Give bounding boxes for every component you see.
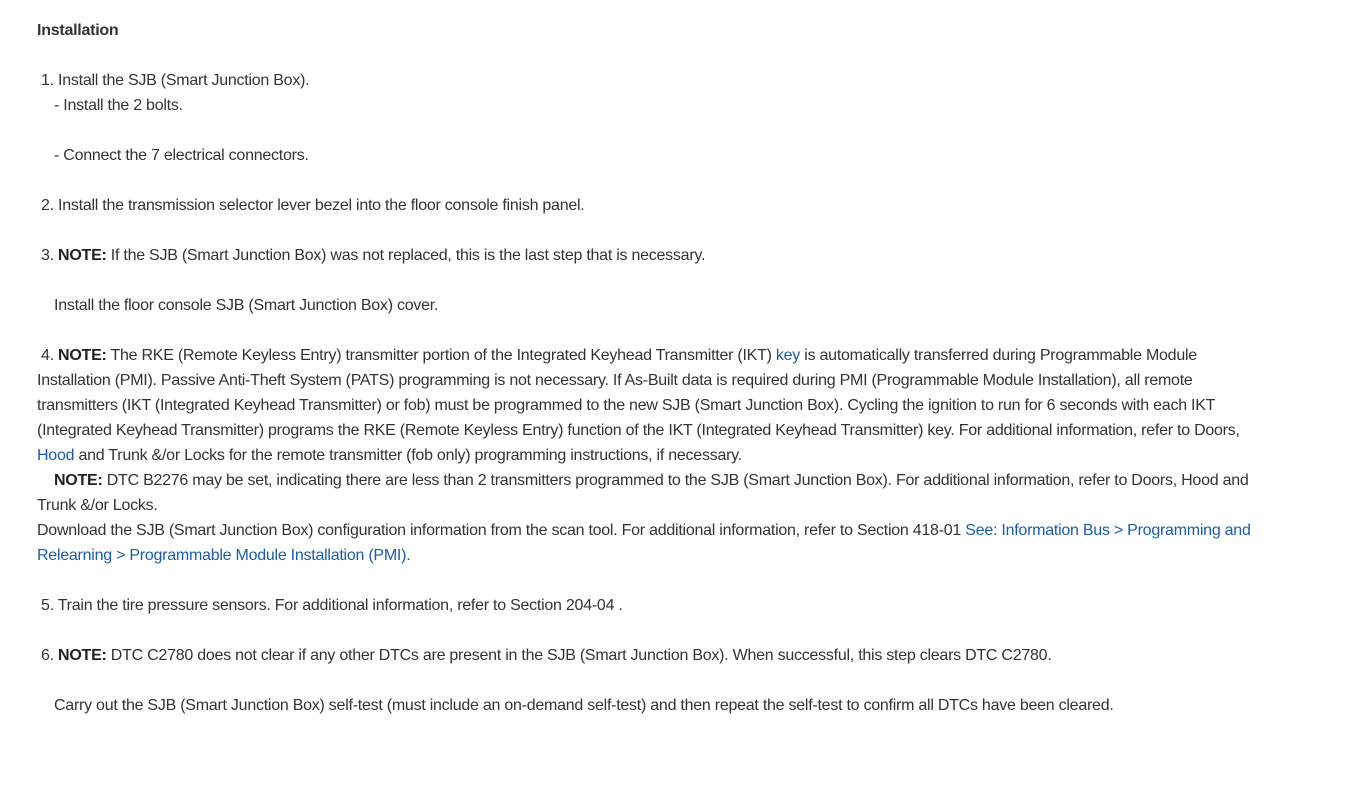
step-text: Install the transmission selector lever bezel into the floor console finish panel. [58, 197, 585, 214]
section-title: Installation [37, 22, 119, 39]
step-text: Install the floor console SJB (Smart Junction Box) cover. [54, 297, 439, 314]
note-label: NOTE: [58, 247, 107, 264]
substep: - Connect the 7 electrical connectors. [54, 147, 309, 164]
note-text: is automatically transferred during Programmable Module Installation (PMI). Passive Anti-Theft System (PATS) programming is not necessary. If As-Built data is required during PMI (Programmable Module Installation), all remote transmitters (IKT (Integrated Keyhead Transmitter) or fob) must be programmed to the new SJB (Smart Junction Box). Cycling the ignition to run for 6 seconds with each IKT (Integrated Keyhead Transmitter) programs the RKE (Remote Keyless Entry) function of the IKT (Integrated Keyhead Transmitter) key. For additional information, refer to Doors, [37, 347, 1240, 439]
note-text: If the SJB (Smart Junction Box) was not replaced, this is the last step that is necessary. [110, 247, 706, 264]
step-text: Download the SJB (Smart Junction Box) configuration information from the scan tool. For additional information, refer to Section 418-01 [37, 522, 962, 539]
step-5 [37, 593, 1262, 618]
step-number: 2. [41, 197, 54, 214]
step-number: 5. [41, 597, 54, 614]
installation-document [37, 18, 1262, 718]
step-number: 6. [41, 647, 54, 664]
substep: - Install the 2 bolts. [54, 97, 183, 114]
key-link[interactable]: key [775, 347, 801, 364]
step-text: Install the SJB (Smart Junction Box). [58, 72, 310, 89]
step-6 [37, 643, 1262, 718]
see-pmi-link[interactable]: See: Information Bus > Programming and Relearning > Programmable Module Installation (PMI). [37, 522, 1251, 564]
step-4 [37, 343, 1262, 568]
step-2 [37, 193, 1262, 218]
step-number: 4. [41, 347, 54, 364]
note-text: and Trunk &/or Locks for the remote transmitter (fob only) programming instructions, if necessary. [78, 447, 742, 464]
step-number: 3. [41, 247, 54, 264]
step-1 [37, 68, 1262, 168]
step-text: Train the tire pressure sensors. For additional information, refer to Section 204-04 . [57, 597, 623, 614]
step-text: Carry out the SJB (Smart Junction Box) self-test (must include an on-demand self-test) and then repeat the self-test to confirm all DTCs have been cleared. [54, 697, 1114, 714]
note-text: DTC B2276 may be set, indicating there are less than 2 transmitters programmed to the SJB (Smart Junction Box). For additional information, refer to Doors, Hood and Trunk &/or Locks. [37, 472, 1249, 514]
hood-link[interactable]: Hood [37, 447, 75, 464]
note-text: The RKE (Remote Keyless Entry) transmitter portion of the Integrated Keyhead Transmitter (IKT) [110, 347, 772, 364]
note-text: DTC C2780 does not clear if any other DTCs are present in the SJB (Smart Junction Box). When successful, this step clears DTC C2780. [110, 647, 1052, 664]
note-label: NOTE: [58, 347, 107, 364]
step-3 [37, 243, 1262, 318]
note-label: NOTE: [58, 647, 107, 664]
note-label: NOTE: [54, 472, 103, 489]
step-number: 1. [41, 72, 54, 89]
